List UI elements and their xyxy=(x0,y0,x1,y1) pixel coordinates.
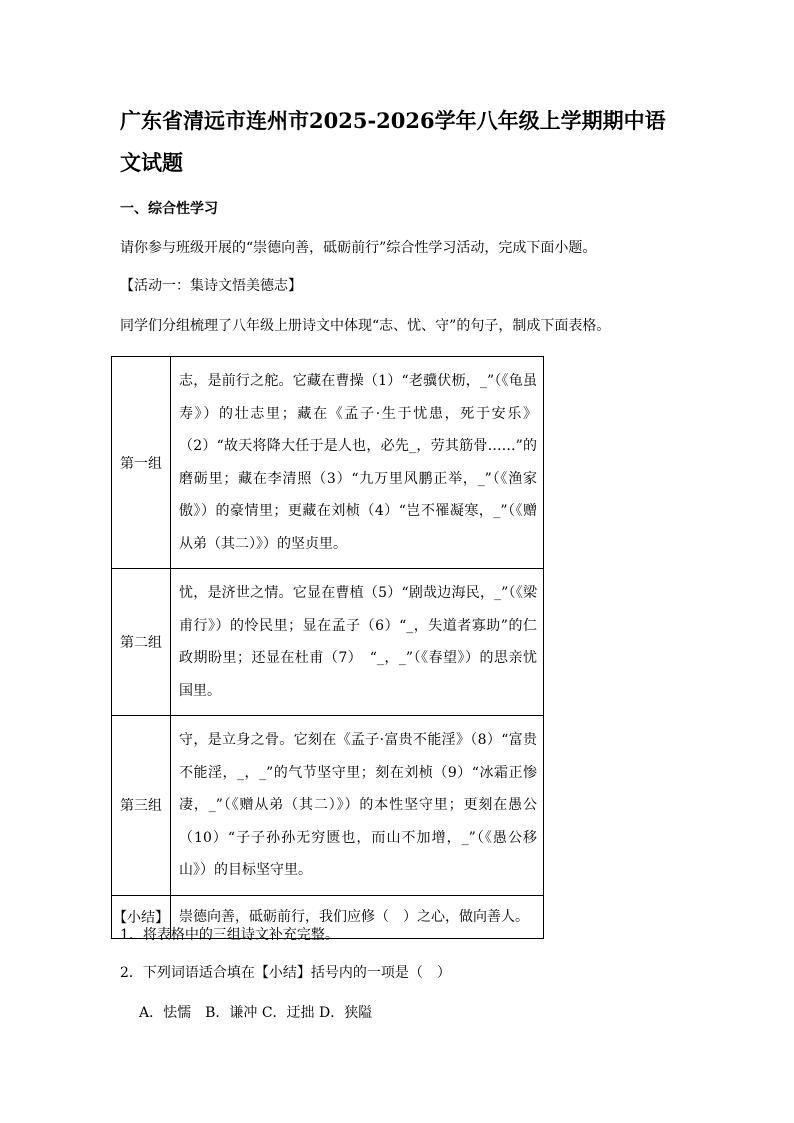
table-row xyxy=(112,569,544,716)
intro-paragraph: 请你参与班级开展的“崇德向善，砥砺前行”综合性学习活动，完成下面小题。 xyxy=(120,240,597,256)
group-label: 第三组 xyxy=(112,716,171,896)
group-content: 守，是立身之骨。它刻在《孟子·富贵不能淫》（8）“富贵不能淫，_，_”的气节坚守里；刻在刘桢（9）“冰霜正惨凄，_”（《赠从弟（其二）》）的本性坚守里；更刻在愚公（10）“子子孙孙无穷匮也，而山不加增，_”（《愚公移山》）的目标坚守里。 xyxy=(171,716,544,896)
group-label: 第一组 xyxy=(112,357,171,569)
summary-content: 崇德向善，砥砺前行，我们应修（ ）之心，做向善人。 xyxy=(171,895,544,938)
table-row xyxy=(112,357,544,569)
activity-heading: 【活动一：集诗文悟美德志】 xyxy=(120,278,302,294)
group-content: 志，是前行之舵。它藏在曹操（1）“老骥伏枥，_”（《龟虽寿》）的壮志里；藏在《孟子·生于忧患，死于安乐》（2）“故天将降大任于是人也，必先_，劳其筋骨……”的磨砺里；藏在李清照（3）“九万里风鹏正举，_”（《渔家傲》）的豪情里；更藏在刘桢（4）“岂不罹凝寒，_”（《赠从弟（其二）》）的坚贞里。 xyxy=(171,357,544,569)
table-intro-paragraph: 同学们分组梳理了八年级上册诗文中体现“志、忧、守”的句子，制成下面表格。 xyxy=(120,318,611,334)
answer-options: A．怯懦 B．谦冲 C．迂拙 D．狭隘 xyxy=(139,1005,373,1021)
table-row xyxy=(112,716,544,896)
group-label: 第二组 xyxy=(112,569,171,716)
exam-title: 广东省清远市连州市2025-2026学年八年级上学期期中语文试题 xyxy=(120,108,666,175)
section-heading: 一、综合性学习 xyxy=(120,201,218,217)
question-1: 1．将表格中的三组诗文补充完整。 xyxy=(120,927,339,943)
question-2: 2．下列词语适合填在【小结】括号内的一项是（ ） xyxy=(120,965,451,981)
poem-table xyxy=(111,356,544,939)
summary-label: 【小结】 xyxy=(112,895,171,938)
group-content: 忧，是济世之情。它显在曹植（5）“剧哉边海民，_”（《梁甫行》）的怜民里；显在孟子（6）“_，失道者寡助”的仁政期盼里；还显在杜甫（7） “_，_”（《春望》）的思亲忧国里。 xyxy=(171,569,544,716)
